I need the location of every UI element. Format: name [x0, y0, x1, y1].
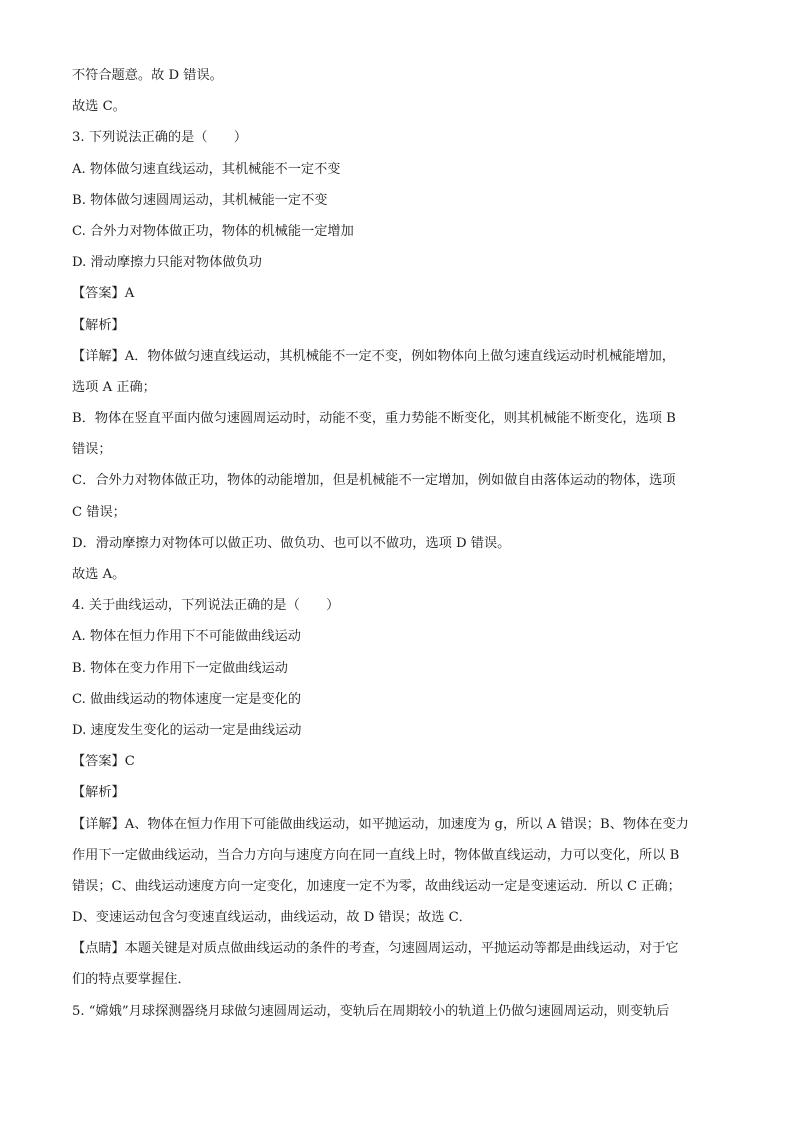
question-4-detail-line: 【详解】A、物体在恒力作用下可能做曲线运动，如平抛运动，加速度为 g，所以 A 错误；B、物体在变力 [72, 816, 689, 832]
question-3-conclusion: 故选 A。 [72, 567, 126, 582]
question-3-answer: 【答案】A [72, 286, 135, 302]
question-5-stem: 5. “嫦娥”月球探测器绕月球做匀速圆周运动，变轨后在周期较小的轨道上仍做匀速圆周运动，则变轨后 [72, 1003, 670, 1019]
question-4-option-a: A. 物体在恒力作用下不可能做曲线运动 [72, 629, 301, 645]
question-3-stem: 3. 下列说法正确的是（ ） [72, 130, 248, 146]
text-line-1: 不符合题意。故 D 错误。 [72, 68, 223, 83]
question-4-option-d: D. 速度发生变化的运动一定是曲线运动 [72, 722, 302, 738]
question-4-comment-line: 【点睛】本题关键是对质点做曲线运动的条件的考查，匀速圆周运动，平抛运动等都是曲线运动，对于它 [72, 941, 679, 957]
question-3-detail-line: C 错误； [72, 504, 126, 520]
question-4-answer: 【答案】C [72, 754, 135, 770]
question-4-detail-line: 作用下一定做曲线运动，当合力方向与速度方向在同一直线上时，物体做直线运动，力可以变化，所以 B [72, 847, 680, 863]
question-3-option-b: B. 物体做匀速圆周运动，其机械能一定不变 [72, 192, 328, 208]
document-page [72, 60, 724, 1027]
question-4-option-c: C. 做曲线运动的物体速度一定是变化的 [72, 691, 302, 707]
question-4-detail-line: D、变速运动包含匀变速直线运动，曲线运动，故 D 错误；故选 C． [72, 910, 472, 926]
question-3-option-c: C. 合外力对物体做正功，物体的机械能一定增加 [72, 223, 354, 239]
question-4-analysis-heading: 【解析】 [72, 785, 125, 801]
question-3-option-a: A. 物体做匀速直线运动，其机械能不一定不变 [72, 161, 341, 177]
question-4-detail-line: 错误；C、曲线运动速度方向一定变化，加速度一定不为零，故曲线运动一定是变速运动．所以 C 正确； [72, 878, 681, 894]
question-4-option-b: B. 物体在变力作用下一定做曲线运动 [72, 660, 288, 676]
question-3-analysis-heading: 【解析】 [72, 317, 125, 333]
question-3-detail-line: 【详解】A．物体做匀速直线运动，其机械能不一定不变，例如物体向上做匀速直线运动时机械能增加， [72, 348, 675, 364]
question-4-stem: 4. 关于曲线运动，下列说法正确的是（ ） [72, 598, 340, 614]
question-3-detail-line: B．物体在竖直平面内做匀速圆周运动时，动能不变，重力势能不断变化，则其机械能不断变化，选项 B [72, 411, 676, 427]
question-3-detail-line: C．合外力对物体做正功，物体的动能增加，但是机械能不一定增加，例如做自由落体运动的物体，选项 [72, 473, 676, 489]
question-3-option-d: D. 滑动摩擦力只能对物体做负功 [72, 255, 262, 271]
question-3-detail-line: 选项 A 正确； [72, 379, 156, 395]
text-line-2: 故选 C。 [72, 99, 126, 115]
question-4-comment-line: 们的特点要掌握住． [72, 972, 191, 988]
question-3-detail-line: 错误； [72, 442, 112, 458]
question-3-detail-line: D．滑动摩擦力对物体可以做正功、做负功、也可以不做功，选项 D 错误。 [72, 535, 511, 551]
